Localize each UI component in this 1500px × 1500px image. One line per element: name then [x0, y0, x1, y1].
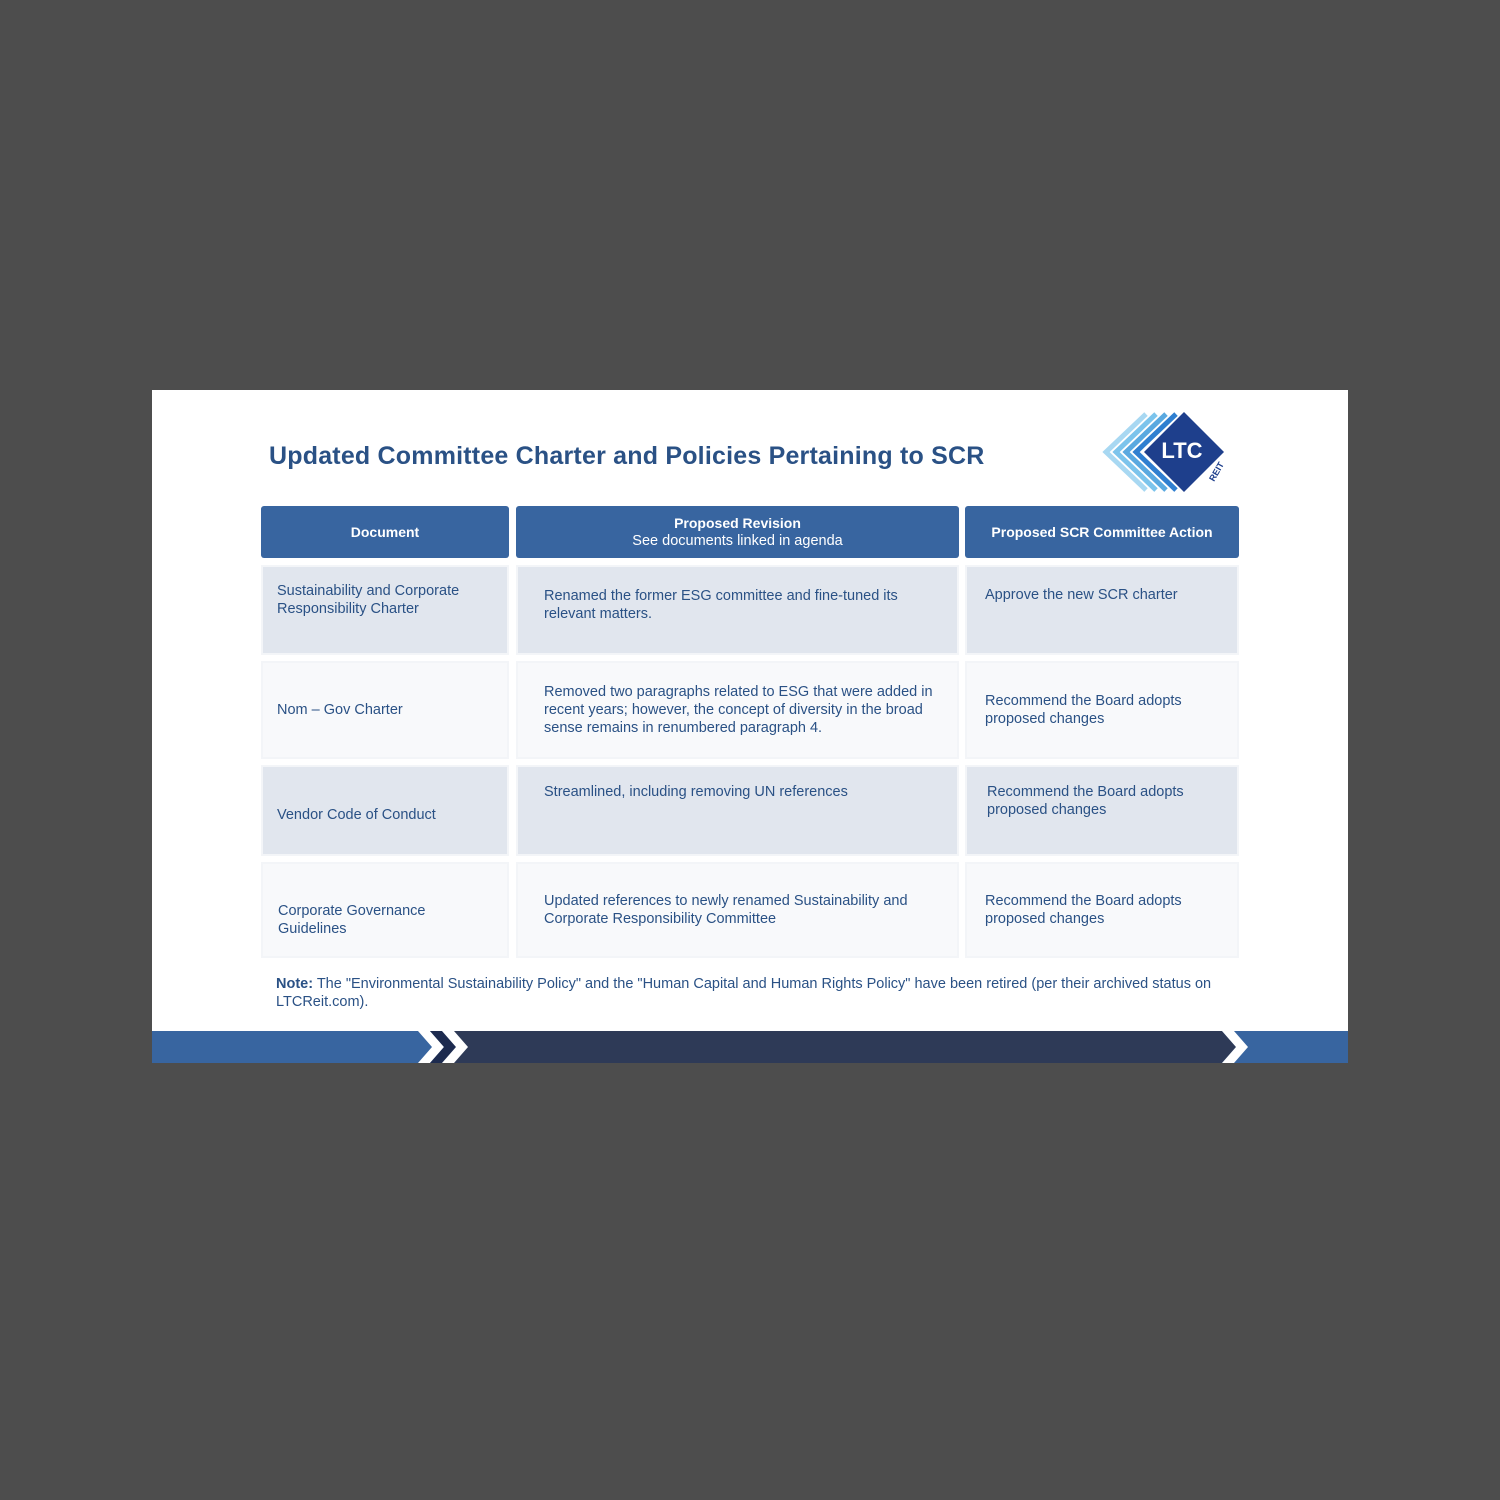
header-action-label: Proposed SCR Committee Action — [991, 524, 1213, 540]
svg-text:REIT: REIT — [1207, 460, 1226, 483]
slide-title: Updated Committee Charter and Policies Pertaining to SCR — [269, 442, 985, 470]
table-cell-document: Sustainability and Corporate Responsibility Charter — [261, 565, 509, 655]
footnote-text: The "Environmental Sustainability Policy" and the "Human Capital and Human Rights Policy" have been retired (per their archived status on LTCReit.com). — [276, 976, 1212, 1010]
header-proposed-revision — [516, 506, 959, 558]
header-revision-sublabel: See documents linked in agenda — [632, 533, 843, 549]
table-cell-action: Approve the new SCR charter — [965, 565, 1239, 655]
svg-text:LTC: LTC — [1161, 438, 1203, 463]
table-cell-revision: Renamed the former ESG committee and fine-tuned its relevant matters. — [516, 565, 959, 655]
table-cell-document: Vendor Code of Conduct — [261, 765, 509, 856]
table-cell-action: Recommend the Board adopts proposed changes — [965, 661, 1239, 759]
table-cell-action: Recommend the Board adopts proposed changes — [965, 862, 1239, 958]
header-document — [261, 506, 509, 558]
footer-banner — [152, 1031, 1348, 1063]
slide — [152, 390, 1348, 1063]
ltc-reit-logo — [1102, 410, 1232, 494]
table-cell-revision: Removed two paragraphs related to ESG that were added in recent years; however, the concept of diversity in the broad sense remains in renumbered paragraph 4. — [516, 661, 959, 759]
header-committee-action — [965, 506, 1239, 558]
footnote-label: Note: — [276, 976, 314, 992]
table-cell-document: Corporate Governance Guidelines — [261, 862, 509, 958]
table-cell-revision: Streamlined, including removing UN references — [516, 765, 959, 856]
table-cell-revision: Updated references to newly renamed Sustainability and Corporate Responsibility Committee — [516, 862, 959, 958]
header-document-label: Document — [350, 524, 420, 540]
table-cell-document: Nom – Gov Charter — [261, 661, 509, 759]
footnote — [276, 975, 1236, 1011]
table-cell-action: Recommend the Board adopts proposed changes — [965, 765, 1239, 856]
header-revision-label: Proposed Revision — [674, 515, 801, 531]
